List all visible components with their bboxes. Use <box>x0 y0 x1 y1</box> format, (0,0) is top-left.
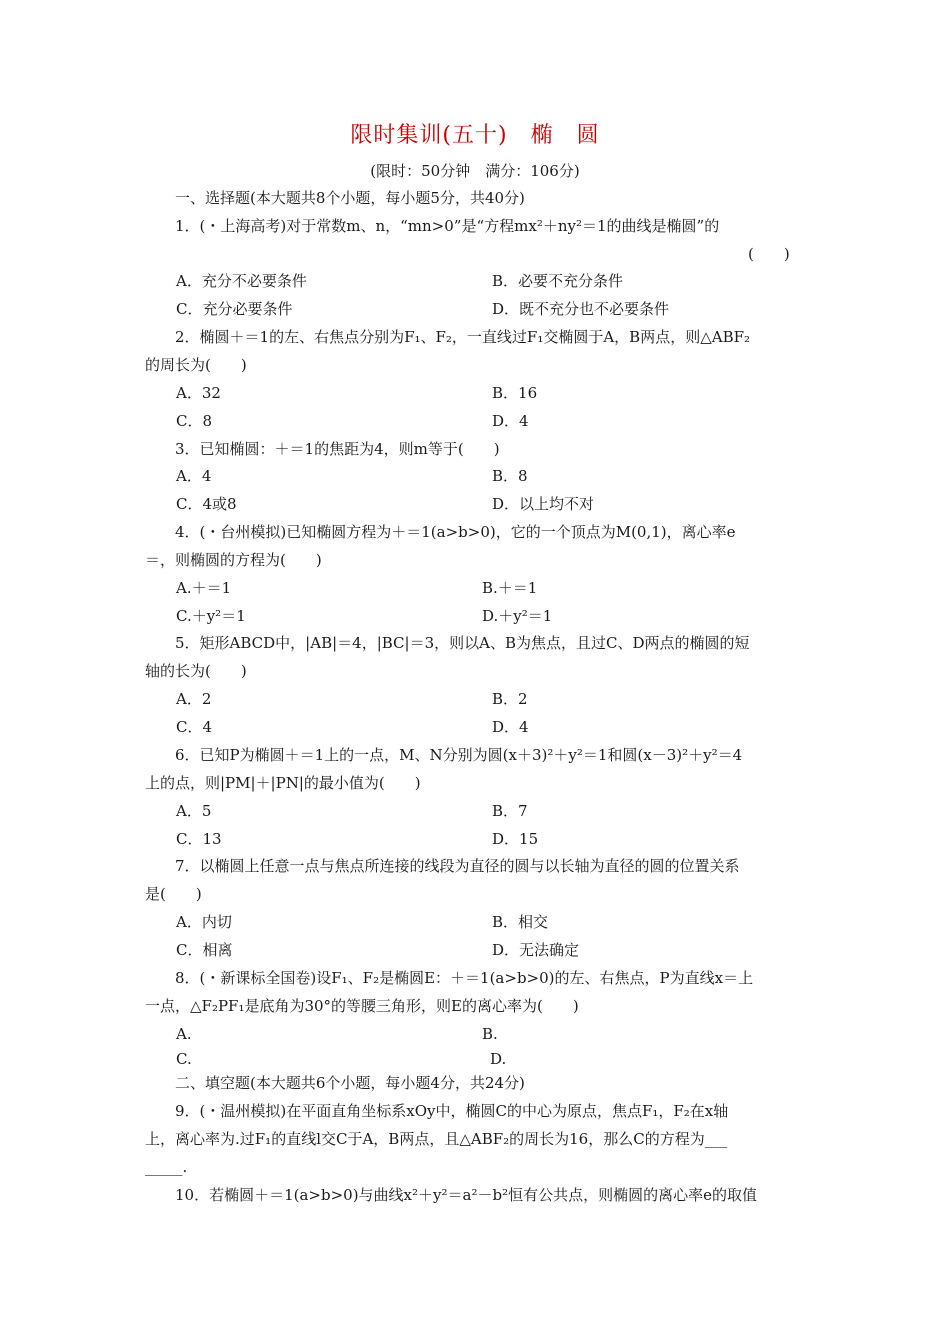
option-b: B．相交 <box>492 913 549 931</box>
option-d: D．15 <box>492 830 539 848</box>
option-a: A．32 <box>176 384 221 402</box>
question-6-cont: 上的点，则|PM|＋|PN|的最小值为( ) <box>145 774 421 792</box>
question-5-cont: 轴的长为( ) <box>145 662 247 680</box>
option-b: B．8 <box>492 467 528 485</box>
question-7: 7．以椭圆上任意一点与焦点所连接的线段为直径的圆与以长轴为直径的圆的位置关系 <box>175 857 740 875</box>
option-d: D. <box>490 1050 507 1068</box>
option-b: B. <box>482 1025 498 1043</box>
option-d: D．无法确定 <box>492 941 580 959</box>
question-7-cont: 是( ) <box>145 885 202 903</box>
option-d: D.＋y²＝1 <box>482 607 553 625</box>
option-a: A．内切 <box>176 913 232 931</box>
option-a: A．5 <box>176 802 212 820</box>
question-9: 9．(・温州模拟)在平面直角坐标系xOy中，椭圆C的中心为原点，焦点F₁，F₂在x轴 <box>175 1102 729 1120</box>
option-d: D．以上均不对 <box>492 495 595 513</box>
option-a: A．2 <box>176 690 212 708</box>
option-c: C．4 <box>176 718 213 736</box>
option-b: B．必要不充分条件 <box>492 272 624 290</box>
question-1: 1．(・上海高考)对于常数m、n，“mn>0”是“方程mx²＋ny²＝1的曲线是椭圆”的 <box>175 217 720 235</box>
section-heading-fill: 二、填空题(本大题共6个小题，每小题4分，共24分) <box>175 1074 525 1092</box>
option-c: C．13 <box>176 830 222 848</box>
option-b: B．7 <box>492 802 528 820</box>
question-4-cont: ＝，则椭圆的方程为( ) <box>145 551 322 569</box>
question-2: 2．椭圆＋＝1的左、右焦点分别为F₁、F₂，一直线过F₁交椭圆于A，B两点，则△ABF₂ <box>175 328 751 346</box>
option-d: D．4 <box>492 412 529 430</box>
option-b: B.＋＝1 <box>482 579 538 597</box>
option-c: C．充分必要条件 <box>176 300 293 318</box>
option-d: D．4 <box>492 718 529 736</box>
option-a: A.＋＝1 <box>176 579 232 597</box>
option-a: A．4 <box>176 467 212 485</box>
option-c: C.＋y²＝1 <box>176 607 246 625</box>
page-title: 限时集训(五十) 椭 圆 <box>350 123 600 148</box>
question-9-cont: 上，离心率为.过F₁的直线l交C于A，B两点，且△ABF₂的周长为16，那么C的方程为___ <box>145 1130 728 1148</box>
question-3: 3．已知椭圆：＋＝1的焦距为4，则m等于( ) <box>175 440 500 458</box>
question-4: 4．(・台州模拟)已知椭圆方程为＋＝1(a>b>0)，它的一个顶点为M(0,1)，离心率e <box>175 523 736 541</box>
option-c: C. <box>176 1050 192 1068</box>
option-b: B．2 <box>492 690 528 708</box>
option-a: A．充分不必要条件 <box>176 272 307 290</box>
question-8-cont: 一点，△F₂PF₁是底角为30°的等腰三角形，则E的离心率为( ) <box>145 997 579 1015</box>
question-9-blank: _____. <box>145 1158 188 1176</box>
question-5: 5．矩形ABCD中，|AB|＝4，|BC|＝3，则以A、B为焦点，且过C、D两点的椭圆的短 <box>175 634 750 652</box>
option-a: A. <box>176 1025 192 1043</box>
question-8: 8．(・新课标全国卷)设F₁、F₂是椭圆E：＋＝1(a>b>0)的左、右焦点，P为直线x＝上 <box>175 969 754 987</box>
question-6: 6．已知P为椭圆＋＝1上的一点，M、N分别为圆(x＋3)²＋y²＝1和圆(x－3)²＋y²＝4 <box>175 746 743 764</box>
option-d: D．既不充分也不必要条件 <box>492 300 670 318</box>
question-2-cont: 的周长为( ) <box>145 356 247 374</box>
option-c: C．8 <box>176 412 213 430</box>
option-c: C．相离 <box>176 941 233 959</box>
section-heading-choice: 一、选择题(本大题共8个小题，每小题5分，共40分) <box>175 189 525 207</box>
option-c: C．4或8 <box>176 495 237 513</box>
question-10: 10．若椭圆＋＝1(a>b>0)与曲线x²＋y²＝a²－b²恒有公共点，则椭圆的离心率e的取值 <box>175 1186 757 1204</box>
option-b: B．16 <box>492 384 538 402</box>
answer-paren: ( ) <box>748 245 790 263</box>
page-subtitle: (限时：50分钟 满分：106分) <box>370 162 580 180</box>
